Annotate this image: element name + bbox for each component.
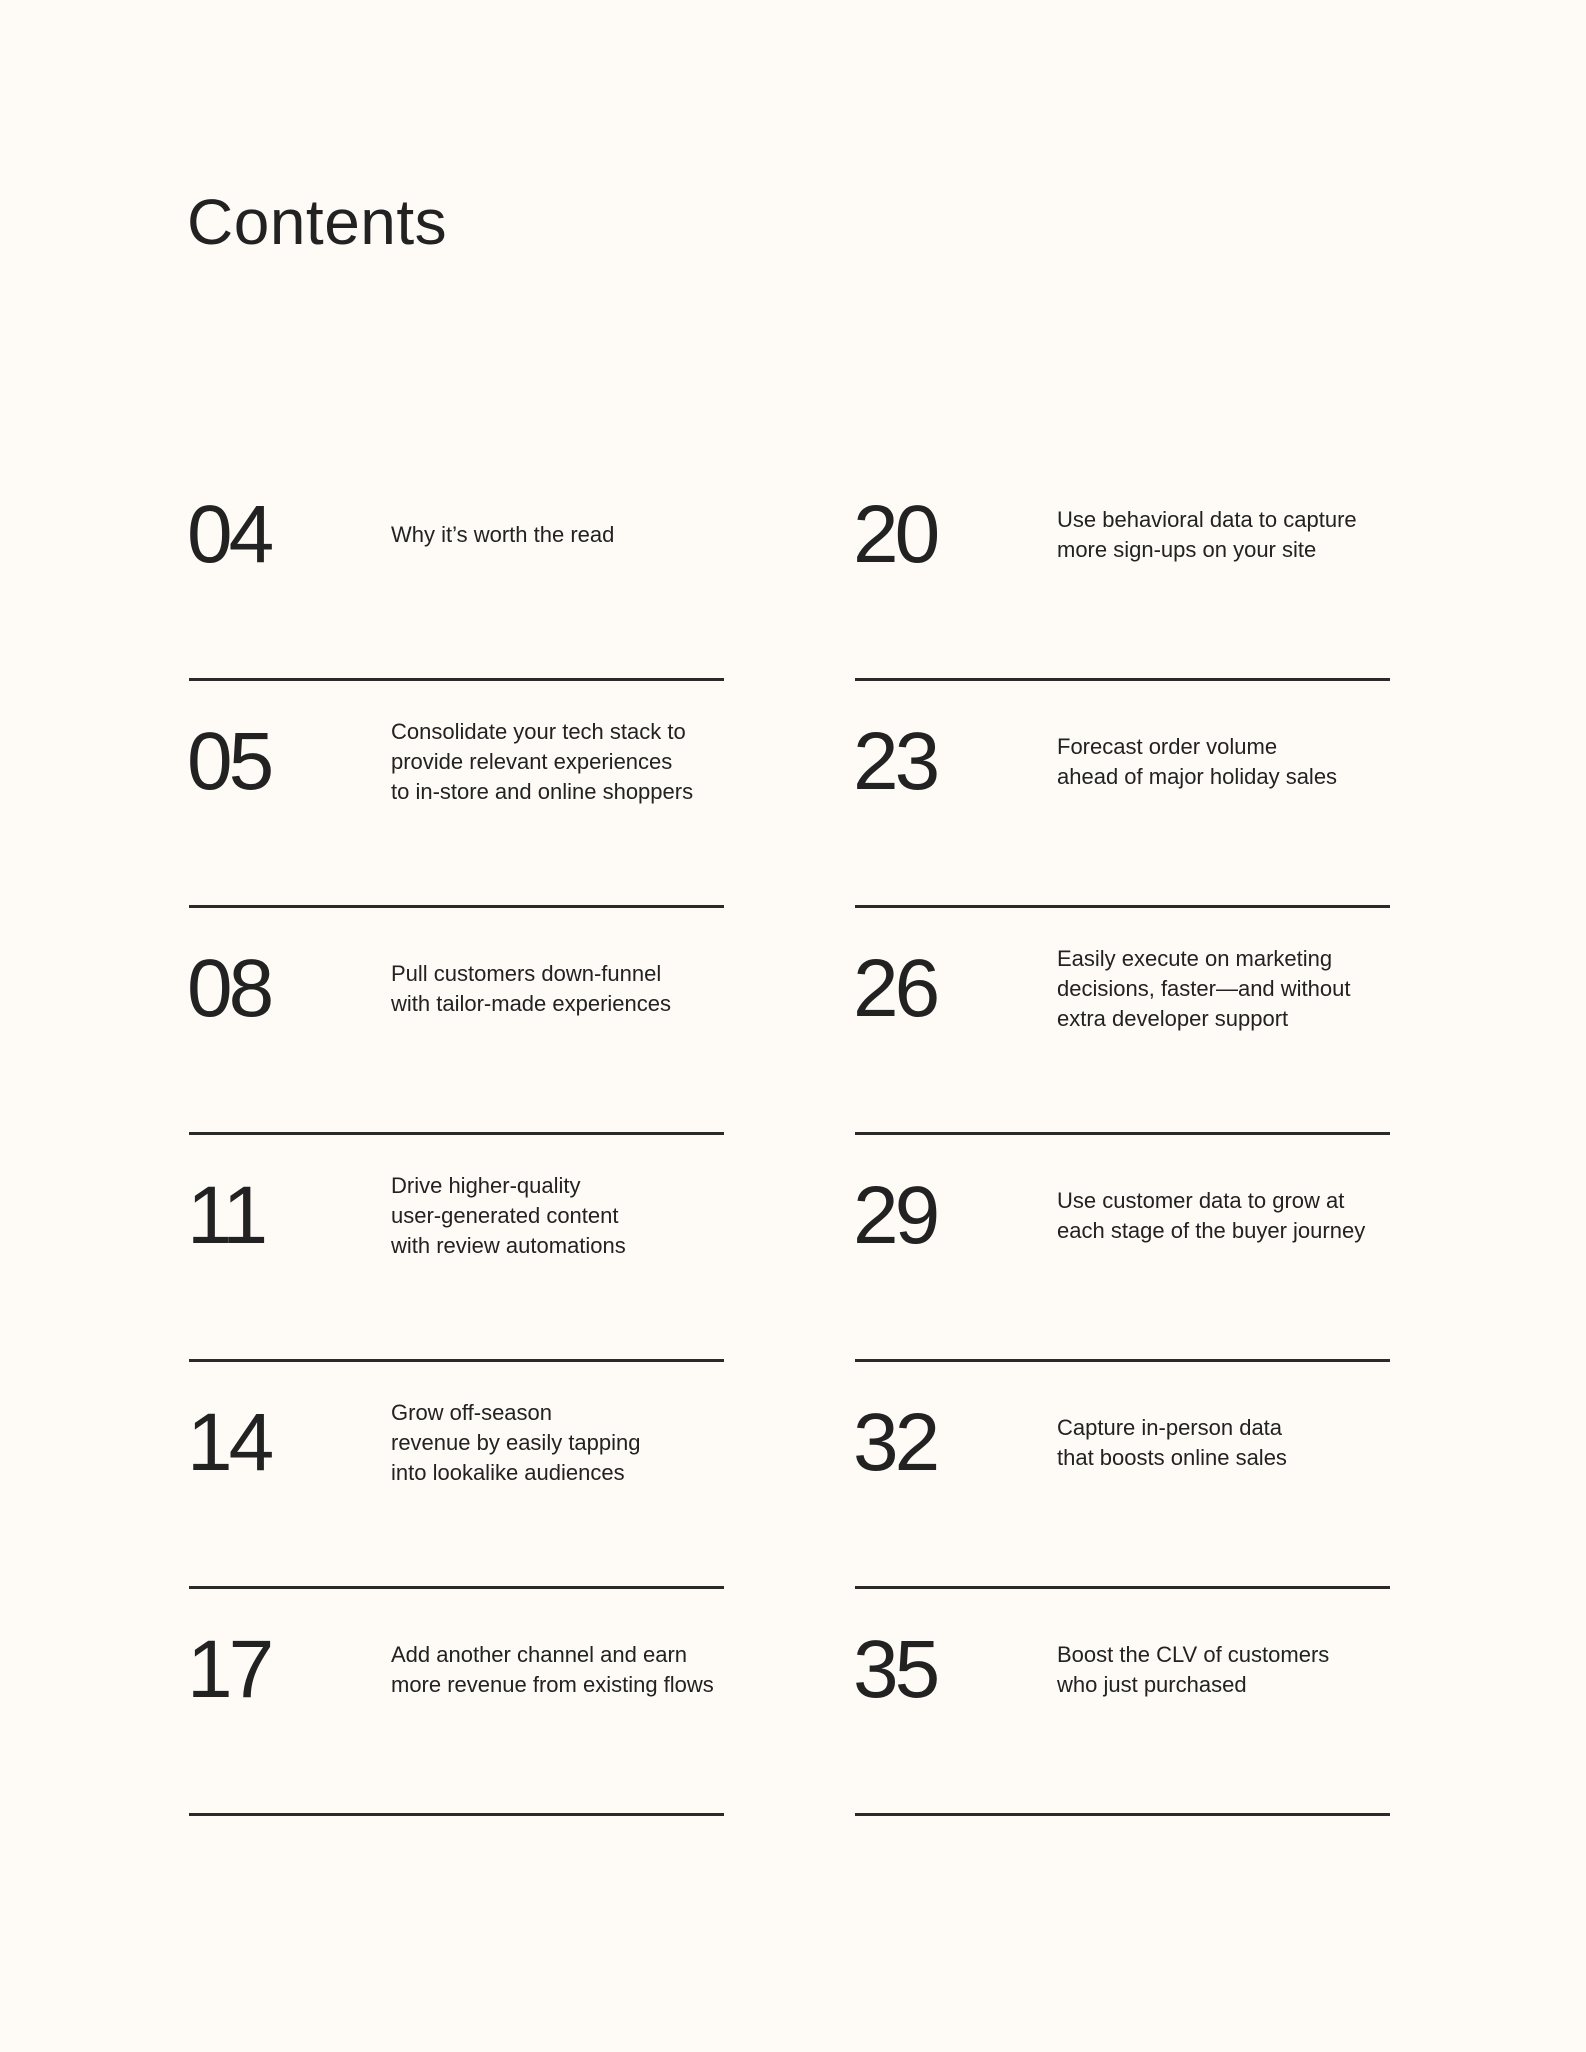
entry-page-number: 17 (187, 1624, 271, 1715)
toc-entry[interactable] (855, 1363, 1390, 1589)
toc-entry[interactable] (189, 1136, 724, 1362)
toc-entry[interactable] (855, 1136, 1390, 1362)
entry-page-number: 08 (187, 943, 271, 1034)
entry-title: Forecast order volume ahead of major holiday sales (1057, 734, 1338, 789)
entry-title: Boost the CLV of customers who just purchased (1057, 1642, 1330, 1697)
toc-entry[interactable] (855, 909, 1390, 1135)
toc-entry[interactable] (189, 1590, 724, 1816)
entry-title: Add another channel and earn more revenue from existing flows (391, 1642, 714, 1697)
entry-page-number: 29 (853, 1170, 937, 1261)
table-of-contents (189, 455, 1390, 1816)
entry-title: Use behavioral data to capture more sign-ups on your site (1057, 507, 1357, 562)
entry-page-number: 32 (853, 1397, 937, 1488)
entry-title: Grow off-season revenue by easily tapping into lookalike audiences (391, 1400, 641, 1485)
toc-entry[interactable] (189, 1363, 724, 1589)
entry-page-number: 23 (853, 716, 937, 807)
page-title: Contents (187, 186, 448, 258)
toc-entry[interactable] (855, 682, 1390, 908)
entry-title: Consolidate your tech stack to provide relevant experiences to in-store and online shoppers (391, 719, 694, 804)
toc-column-left (189, 455, 724, 1816)
entry-title: Easily execute on marketing decisions, faster—and without extra developer support (1057, 946, 1351, 1031)
toc-entry[interactable] (855, 1590, 1390, 1816)
entry-title: Capture in-person data that boosts online sales (1057, 1415, 1287, 1470)
toc-entry[interactable] (189, 682, 724, 908)
toc-column-right (855, 455, 1390, 1816)
toc-entry[interactable] (855, 455, 1390, 681)
entry-title: Pull customers down-funnel with tailor-made experiences (391, 961, 672, 1016)
entry-title: Drive higher-quality user-generated content with review automations (391, 1173, 626, 1258)
entry-page-number: 35 (853, 1624, 937, 1715)
entry-page-number: 05 (187, 716, 271, 807)
entry-page-number: 11 (187, 1170, 265, 1261)
entry-page-number: 14 (187, 1397, 271, 1488)
entry-title: Why it’s worth the read (391, 522, 615, 547)
entry-page-number: 20 (853, 489, 937, 580)
entry-page-number: 26 (853, 943, 937, 1034)
entry-page-number: 04 (187, 489, 271, 580)
toc-entry[interactable] (189, 455, 724, 681)
toc-entry[interactable] (189, 909, 724, 1135)
entry-title: Use customer data to grow at each stage of the buyer journey (1057, 1188, 1366, 1243)
